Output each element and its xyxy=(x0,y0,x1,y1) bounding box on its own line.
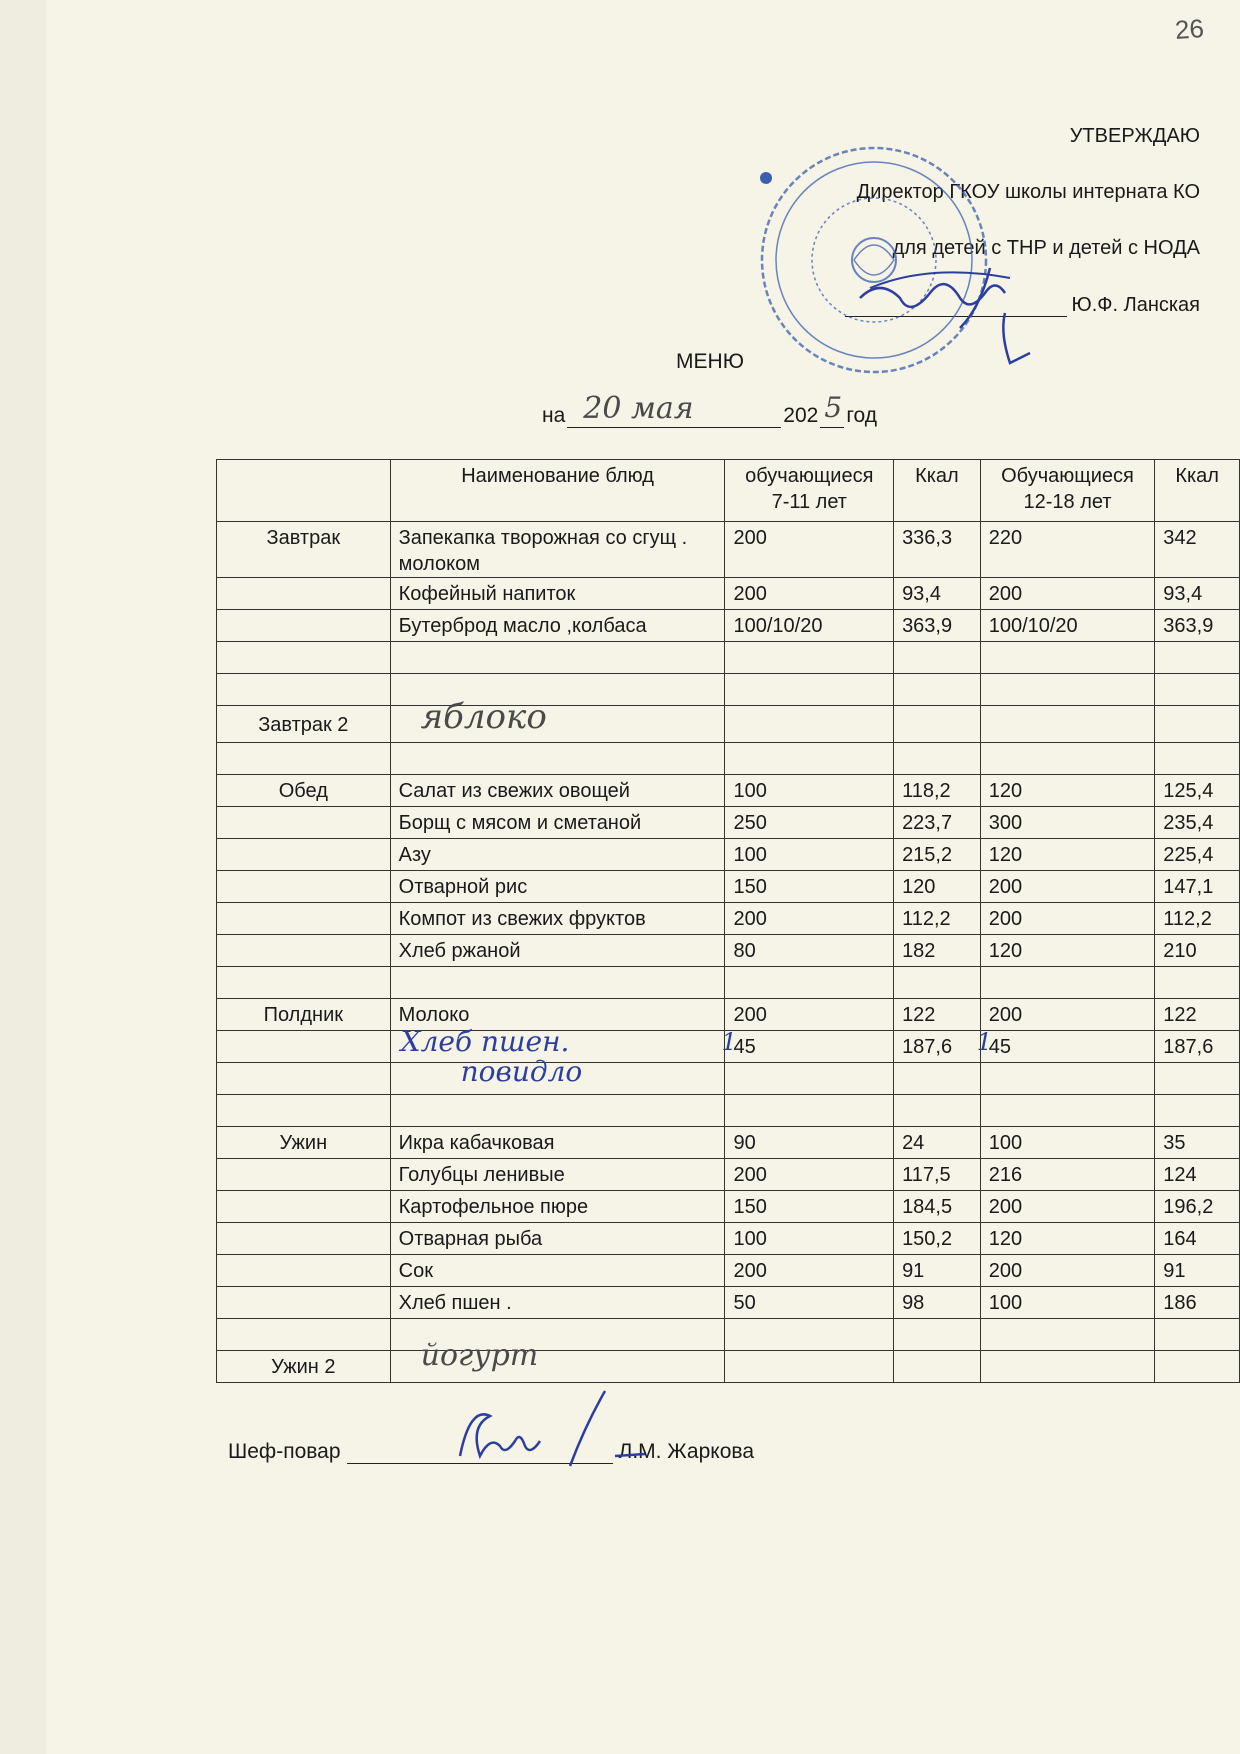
weight-12-18: 120 xyxy=(980,935,1155,967)
kcal-12-18: 91 xyxy=(1155,1255,1240,1287)
weight-7-11: 150 xyxy=(725,871,894,903)
header-meal-cell xyxy=(217,460,391,522)
handwritten-breakfast2: яблоко xyxy=(420,697,547,737)
date-line xyxy=(542,391,877,428)
date-suffix: год xyxy=(846,404,877,427)
kcal-7-11: 122 xyxy=(894,999,981,1031)
dish-name: Хлеб ржаной xyxy=(390,935,725,967)
table-row xyxy=(217,1191,1240,1223)
meal-label: Ужин xyxy=(217,1127,391,1159)
kcal-7-11: 93,4 xyxy=(894,578,981,610)
kcal-12-18: 186 xyxy=(1155,1287,1240,1319)
kcal-7-11: 184,5 xyxy=(894,1191,981,1223)
weight-12-18: 220 xyxy=(980,522,1155,578)
table-row xyxy=(217,871,1240,903)
table-row-empty xyxy=(217,1095,1240,1127)
dish-name: Хлеб пшен . xyxy=(390,1287,725,1319)
weight-12-18: 200 xyxy=(980,1255,1155,1287)
kcal-7-11: 24 xyxy=(894,1127,981,1159)
weight-7-11: 200 xyxy=(725,999,894,1031)
kcal-12-18: 342 xyxy=(1155,522,1240,578)
weight-7-11: 200 xyxy=(725,903,894,935)
year-prefix: 202 xyxy=(783,404,819,427)
meal-cell-empty xyxy=(217,610,391,642)
weight-7-11: 150 xyxy=(725,1191,894,1223)
table-row-empty xyxy=(217,1319,1240,1351)
kcal-7-11: 336,3 xyxy=(894,522,981,578)
table-row xyxy=(217,935,1240,967)
handwritten-year: 5 xyxy=(824,391,843,424)
kcal-7-11: 187,6 xyxy=(894,1031,981,1063)
kcal-7-11: 112,2 xyxy=(894,903,981,935)
table-row xyxy=(217,775,1240,807)
handwritten-dish-line2: повидло xyxy=(460,1055,583,1088)
kcal-7-11: 363,9 xyxy=(894,610,981,642)
meal-label: Завтрак 2 xyxy=(217,706,391,743)
weight-12-18: 200 xyxy=(980,578,1155,610)
weight-7-11: 250 xyxy=(725,807,894,839)
kcal-12-18: 235,4 xyxy=(1155,807,1240,839)
table-row xyxy=(217,1127,1240,1159)
handwritten-cell xyxy=(390,697,725,743)
table-row xyxy=(217,706,1240,743)
kcal-7-11: 118,2 xyxy=(894,775,981,807)
kcal-12-18: 210 xyxy=(1155,935,1240,967)
table-row xyxy=(217,610,1240,642)
table-row xyxy=(217,807,1240,839)
weight-12-18: 100 xyxy=(980,1127,1155,1159)
header-age2: Обучающиеся 12-18 лет xyxy=(980,460,1155,522)
dish-name: Компот из свежих фруктов xyxy=(390,903,725,935)
weight-7-11: 200 xyxy=(725,522,894,578)
table-header-row xyxy=(217,460,1240,522)
meal-label: Завтрак xyxy=(217,522,391,578)
table-row xyxy=(217,1159,1240,1191)
stamp-dot xyxy=(760,172,772,184)
weight-7-11: 200 xyxy=(725,1159,894,1191)
dish-name: Икра кабачковая xyxy=(390,1127,725,1159)
kcal-12-18: 196,2 xyxy=(1155,1191,1240,1223)
weight-7-11: 80 xyxy=(725,935,894,967)
kcal-7-11: 182 xyxy=(894,935,981,967)
weight-7-11: 100/10/20 xyxy=(725,610,894,642)
kcal-7-11: 215,2 xyxy=(894,839,981,871)
header-kcal2: Ккал xyxy=(1155,460,1240,522)
weight-12-18: 100/10/20 xyxy=(980,610,1155,642)
dish-name: Отварной рис xyxy=(390,871,725,903)
weight-7-11: 200 xyxy=(725,1255,894,1287)
table-row xyxy=(217,1031,1240,1063)
kcal-12-18: 93,4 xyxy=(1155,578,1240,610)
weight-7-11: 100 xyxy=(725,1223,894,1255)
kcal-12-18: 125,4 xyxy=(1155,775,1240,807)
table-row xyxy=(217,903,1240,935)
table-row-empty xyxy=(217,967,1240,999)
kcal-12-18: 122 xyxy=(1155,999,1240,1031)
header-age1: обучающиеся 7-11 лет xyxy=(725,460,894,522)
weight-12-18: 200 xyxy=(980,1191,1155,1223)
kcal-12-18: 147,1 xyxy=(1155,871,1240,903)
table-row-empty xyxy=(217,674,1240,706)
table-row xyxy=(217,1255,1240,1287)
kcal-7-11: 120 xyxy=(894,871,981,903)
dish-name: Голубцы ленивые xyxy=(390,1159,725,1191)
dish-name: Отварная рыба xyxy=(390,1223,725,1255)
dish-name: Сок xyxy=(390,1255,725,1287)
meal-cell-empty xyxy=(217,578,391,610)
weight-12-18: 120 xyxy=(980,839,1155,871)
kcal-12-18: 164 xyxy=(1155,1223,1240,1255)
date-blank xyxy=(567,391,781,428)
page-number: 26 xyxy=(1174,13,1205,45)
table-row-empty xyxy=(217,642,1240,674)
table-row xyxy=(217,1351,1240,1383)
table-row xyxy=(217,1287,1240,1319)
header-kcal1: Ккал xyxy=(894,460,981,522)
weight-12-18: 300 xyxy=(980,807,1155,839)
weight-12-18: 1 45 xyxy=(980,1031,1155,1063)
director-name: Ю.Ф. Ланская xyxy=(1071,294,1200,316)
dish-name: Салат из свежих овощей xyxy=(390,775,725,807)
kcal-7-11: 223,7 xyxy=(894,807,981,839)
weight-12-18: 120 xyxy=(980,775,1155,807)
kcal-7-11: 98 xyxy=(894,1287,981,1319)
kcal-12-18: 112,2 xyxy=(1155,903,1240,935)
dish-name: Бутерброд масло ,колбаса xyxy=(390,610,725,642)
kcal-12-18: 35 xyxy=(1155,1127,1240,1159)
table-row-empty xyxy=(217,1063,1240,1095)
weight-7-11: 100 xyxy=(725,839,894,871)
dish-name: Молоко xyxy=(390,999,725,1031)
table-row xyxy=(217,839,1240,871)
kcal-7-11: 91 xyxy=(894,1255,981,1287)
handwritten-date: 20 мая xyxy=(583,391,694,426)
dish-name: Борщ с мясом и сметаной xyxy=(390,807,725,839)
approval-title: УТВЕРЖДАЮ xyxy=(1069,125,1200,147)
kcal-12-18: 225,4 xyxy=(1155,839,1240,871)
chef-role: Шеф-повар xyxy=(228,1440,341,1463)
kcal-12-18: 124 xyxy=(1155,1159,1240,1191)
dish-name: Азу xyxy=(390,839,725,871)
weight-12-18: 120 xyxy=(980,1223,1155,1255)
dish-name: Запекапка творожная со сгущ . молоком xyxy=(390,522,725,578)
table-row-empty xyxy=(217,743,1240,775)
handwritten-dish-line1: Хлеб пшен. xyxy=(400,1025,570,1058)
date-prefix: на xyxy=(542,404,566,427)
kcal-12-18: 187,6 xyxy=(1155,1031,1240,1063)
kcal-7-11: 150,2 xyxy=(894,1223,981,1255)
dish-name: Кофейный напиток xyxy=(390,578,725,610)
weight-12-18: 200 xyxy=(980,871,1155,903)
weight-12-18: 200 xyxy=(980,903,1155,935)
table-row xyxy=(217,1223,1240,1255)
chef-name: Л.М. Жаркова xyxy=(618,1440,754,1463)
approval-organization: для детей с ТНР и детей с НОДА xyxy=(892,237,1200,259)
kcal-12-18: 363,9 xyxy=(1155,610,1240,642)
weight-7-11: 50 xyxy=(725,1287,894,1319)
table-row xyxy=(217,522,1240,578)
handwritten-cell xyxy=(390,1338,725,1383)
approval-position: Директор ГКОУ школы интерната КО xyxy=(856,181,1200,203)
weight-7-11: 200 xyxy=(725,578,894,610)
weight-12-18: 216 xyxy=(980,1159,1155,1191)
handwritten-dinner2: йогурт xyxy=(420,1338,539,1373)
weight-12-18: 100 xyxy=(980,1287,1155,1319)
weight-7-11: 1 45 xyxy=(725,1031,894,1063)
table-row xyxy=(217,999,1240,1031)
meal-label: Ужин 2 xyxy=(217,1351,391,1383)
meal-label: Обед xyxy=(217,775,391,807)
chef-signature-icon xyxy=(440,1386,670,1476)
meal-label: Полдник xyxy=(217,999,391,1031)
paper-edge xyxy=(0,0,46,1754)
handwritten-dish-cell xyxy=(390,1025,725,1088)
header-dish: Наименование блюд xyxy=(390,460,725,522)
menu-table xyxy=(216,459,1240,1383)
weight-7-11: 90 xyxy=(725,1127,894,1159)
table-row xyxy=(217,578,1240,610)
weight-7-11: 100 xyxy=(725,775,894,807)
page-title: МЕНЮ xyxy=(676,350,744,373)
kcal-7-11: 117,5 xyxy=(894,1159,981,1191)
weight-12-18: 200 xyxy=(980,999,1155,1031)
year-blank xyxy=(820,391,844,428)
dish-name: Картофельное пюре xyxy=(390,1191,725,1223)
